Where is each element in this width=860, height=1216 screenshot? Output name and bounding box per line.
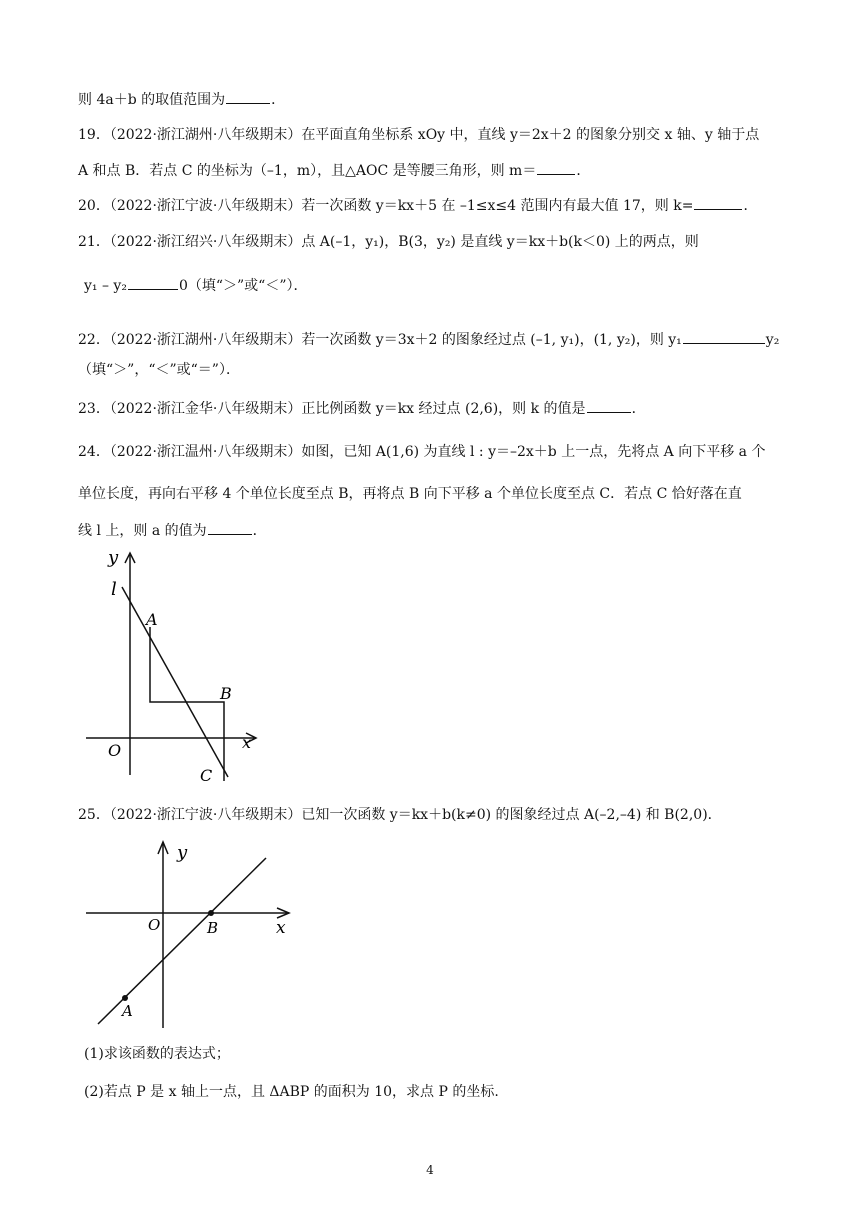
q25-label-A: A — [122, 1002, 133, 1020]
q24-line3 — [78, 520, 267, 541]
q19-text-2: A 和点 B．若点 C 的坐标为（–1，m），且△AOC 是等腰三角形，则 m＝ — [78, 163, 537, 179]
q25-figure-svg — [84, 838, 304, 1033]
q25-text-1: 25．（2022·浙江宁波·八年级期末）已知一次函数 y＝kx＋b(k≠0) 的图象经过点 A(–2,–4) 和 B(2,0)． — [78, 807, 722, 823]
q24-label-l: l — [111, 579, 117, 600]
q24-figure — [78, 545, 278, 785]
q24-label-C: C — [200, 766, 213, 785]
q24-line2 — [78, 484, 742, 504]
q21-answer-blank — [128, 275, 178, 290]
q20-answer-blank — [694, 195, 742, 210]
q21-expression: y₁ – y₂ — [84, 278, 127, 294]
q19-answer-blank — [537, 160, 575, 175]
q25-figure — [84, 838, 304, 1033]
q24-answer-blank — [208, 520, 252, 535]
q19-line2 — [78, 160, 590, 181]
q19-text-end: ． — [576, 163, 591, 179]
q22-line2 — [78, 360, 240, 380]
q24-label-O: O — [108, 741, 122, 760]
q25-line1 — [78, 805, 722, 825]
q24-label-y: y — [108, 547, 119, 568]
q24-label-B: B — [220, 684, 232, 703]
q22-text-1b: y₂ — [765, 332, 780, 348]
q21-text-1: 21．（2022·浙江绍兴·八年级期末）点 A(–1，y₁)，B(3，y₂) 是直线 y＝kx＋b(k＜0) 上的两点，则 — [78, 234, 699, 250]
q19-line1 — [78, 125, 759, 145]
q20-text: 20．（2022·浙江宁波·八年级期末）若一次函数 y＝kx＋5 在 –1≤x≤4 范围内有最大值 17，则 k= — [78, 198, 694, 214]
q24-line-l — [122, 587, 228, 777]
q25-label-x: x — [276, 918, 286, 938]
q22-text-2: （填“＞”，“＜”或“＝”）． — [78, 362, 240, 378]
q21-text-2: 0（填“＞”或“＜”）． — [178, 278, 308, 294]
q18-tail-end: ． — [271, 92, 286, 108]
page-number: 4 — [426, 1163, 434, 1177]
q24-text-2: 单位长度，再向右平移 4 个单位长度至点 B，再将点 B 向下平移 a 个单位长度至点 C．若点 C 恰好落在直 — [78, 486, 742, 502]
q19-text-1: 19．（2022·浙江湖州·八年级期末）在平面直角坐标系 xOy 中，直线 y＝2x＋2 的图象分别交 x 轴、y 轴于点 — [78, 127, 760, 143]
q22-answer-blank — [683, 329, 765, 344]
q22-line1 — [78, 329, 779, 350]
q25-sub1-text: (1)求该函数的表达式； — [84, 1046, 230, 1062]
q23-line — [78, 398, 646, 419]
q21-line2 — [84, 275, 308, 296]
q18-answer-blank — [226, 89, 270, 104]
q23-answer-blank — [587, 398, 631, 413]
q24-text-3: 线 l 上，则 a 的值为 — [78, 523, 207, 539]
q25-sub2-text: (2)若点 P 是 x 轴上一点，且 ΔABP 的面积为 10，求点 P 的坐标. — [84, 1084, 499, 1100]
q25-point-B — [208, 910, 214, 916]
q18-tail-line — [78, 89, 285, 110]
q25-label-B: B — [207, 919, 219, 937]
q23-text-end: ． — [631, 401, 646, 417]
q20-text-end: ． — [743, 198, 758, 214]
q21-line1 — [78, 232, 699, 252]
q20-line — [78, 195, 757, 216]
q24-label-A: A — [146, 610, 158, 629]
q23-text: 23．（2022·浙江金华·八年级期末）正比例函数 y＝kx 经过点 (2,6)，则 k 的值是 — [78, 401, 586, 417]
q18-tail-text: 则 4a＋b 的取值范围为 — [78, 92, 226, 108]
q25-point-A — [122, 995, 128, 1001]
q25-label-y: y — [177, 842, 188, 863]
q25-label-O: O — [148, 916, 161, 934]
q25-sub2 — [84, 1082, 499, 1102]
q24-text-end: ． — [252, 523, 267, 539]
q24-line1 — [78, 442, 765, 462]
q22-text-1: 22．（2022·浙江湖州·八年级期末）若一次函数 y＝3x＋2 的图象经过点 (–1, y₁)，(1, y₂)，则 y₁ — [78, 332, 682, 348]
q24-figure-svg — [78, 545, 278, 785]
q24-text-1: 24．（2022·浙江温州·八年级期末）如图，已知 A(1,6) 为直线 l : y＝–2x＋b 上一点，先将点 A 向下平移 a 个 — [78, 444, 766, 460]
q25-sub1 — [84, 1044, 230, 1064]
q24-label-x: x — [242, 733, 252, 752]
